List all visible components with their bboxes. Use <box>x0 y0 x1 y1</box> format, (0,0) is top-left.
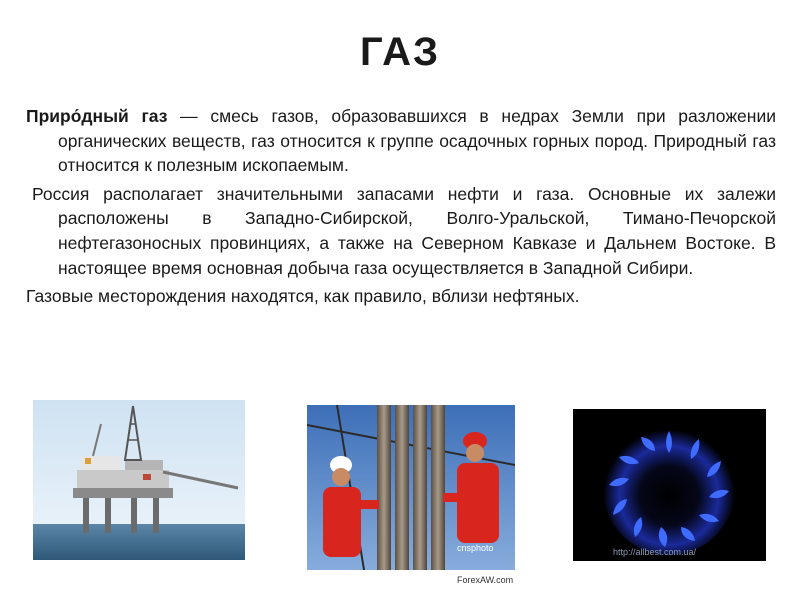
definition-text: — смесь газов, образовавшихся в недрах Земли при разложении органических веществ, газ относится к группе осадочных горных пород. Природный газ относится к полезным ископаемым. <box>58 106 776 176</box>
watermark-forexaw: ForexAW.com <box>457 575 514 585</box>
gas-flame-illustration <box>573 409 766 561</box>
slide-title: ГАЗ <box>359 30 441 74</box>
pipe-workers-photo <box>307 405 515 588</box>
watermark-allbest: http://allbest.com.ua/ <box>613 547 697 557</box>
term-natural-gas: Приро́дный газ <box>26 106 168 126</box>
offshore-rig-photo <box>33 400 245 560</box>
gas-flame-photo <box>573 409 766 561</box>
pipe-workers-illustration <box>307 405 515 588</box>
paragraph-deposits: Газовые месторождения находятся, как правило, вблизи нефтяных. <box>26 286 580 307</box>
offshore-rig-illustration <box>33 400 245 560</box>
watermark-cnsphoto: cnsphoto <box>457 543 494 553</box>
paragraph-russia-reserves: Россия располагает значительными запасами нефти и газа. Основные их залежи расположены в Западно-Сибирской, Волго-Уральской, Тимано-Печорской нефтегазоносных провинциях, а также на Северном Кавказе и Дальнем Востоке. В настоящее время основная добыча газа осуществляется в Западной Сибири. <box>32 183 776 278</box>
paragraph-definition <box>26 104 776 178</box>
slide-body <box>26 104 776 313</box>
